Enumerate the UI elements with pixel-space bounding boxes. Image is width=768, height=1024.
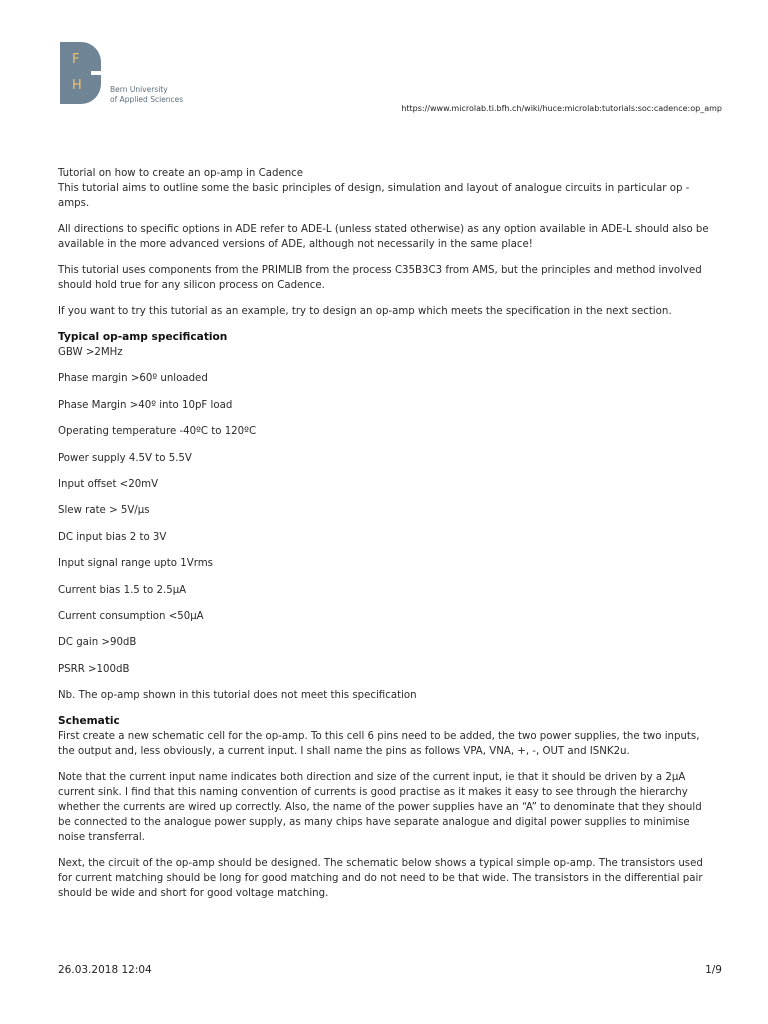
document-body [58, 166, 714, 912]
intro-paragraph-4: If you want to try this tutorial as an example, try to design an op-amp which meets the specification in the next section. [58, 306, 672, 317]
logo-text [110, 85, 183, 105]
logo-line-2: of Applied Sciences [110, 95, 184, 104]
spec-item: Input signal range upto 1Vrms [58, 558, 213, 570]
spec-list [58, 345, 714, 677]
spec-item: DC gain >90dB [58, 637, 137, 649]
intro-title: Tutorial on how to create an op-amp in Cadence [58, 168, 304, 179]
spec-note: Nb. The op-amp shown in this tutorial does not meet this specification [58, 690, 417, 702]
spec-item: Phase margin >60º unloaded [58, 373, 208, 385]
page-number: 1/9 [705, 964, 722, 976]
intro-paragraph-2: All directions to specific options in ADE refer to ADE-L (unless stated otherwise) as any option available in ADE-L should also be available in the more advanced versions of ADE, although not necessarily in the same place! [58, 224, 709, 250]
logo-letter-h: H [72, 78, 82, 93]
spec-item: DC input bias 2 to 3V [58, 531, 167, 543]
spec-item: Phase Margin >40º into 10pF load [58, 399, 233, 411]
intro-paragraph-3: This tutorial uses components from the PRIMLIB from the process C35B3C3 from AMS, but the principles and method involved should hold true for any silicon process on Cadence. [58, 265, 702, 291]
logo-line-1: Bern University [110, 85, 168, 94]
logo-mark [60, 42, 101, 104]
schematic-paragraph-1: First create a new schematic cell for the op-amp. To this cell 6 pins need to be added, the two power supplies, the two inputs, the output and, less obviously, a current input. I shall name the pins as follows VPA, VNA, +, -, OUT and ISNK2u. [58, 731, 700, 758]
schematic-paragraph-2: Note that the current input name indicates both direction and size of the current input, ie that it should be driven by a 2µA current sink. I find that this naming convention of currents is good practise as it makes it easy to see through the hierarchy whether the currents are wired up correctly. Also, the name of the power supplies have an “A” to denominate that they should be connected to the analogue power supply, as many chips have separate analogue and digital power supplies to minimise noise transferral. [58, 772, 702, 844]
spec-item: GBW >2MHz [58, 347, 123, 358]
spec-item: Current bias 1.5 to 2.5µA [58, 584, 187, 596]
spec-heading: Typical op-amp specification [58, 331, 228, 343]
spec-item: Input offset <20mV [58, 478, 159, 490]
spec-item: Power supply 4.5V to 5.5V [58, 452, 192, 464]
source-url[interactable]: https://www.microlab.ti.bfh.ch/wiki/huce:microlab:tutorials:soc:cadence:op_amp [401, 104, 722, 113]
university-logo [60, 42, 200, 106]
intro-paragraph-1: This tutorial aims to outline some the basic principles of design, simulation and layout of analogue circuits in particular op - amps. [58, 183, 690, 209]
spec-item: Operating temperature -40ºC to 120ºC [58, 426, 257, 438]
spec-item: Current consumption <50µA [58, 610, 204, 622]
spec-item: Slew rate > 5V/µs [58, 505, 150, 517]
logo-letter-f: F [72, 52, 80, 67]
spec-item: PSRR >100dB [58, 663, 130, 675]
print-date: 26.03.2018 12:04 [58, 964, 152, 976]
schematic-paragraph-3: Next, the circuit of the op-amp should be designed. The schematic below shows a typical simple op-amp. The transistors used for current matching should be long for good matching and do not need to be that wide. The transistors in the differential pair should be wide and short for good voltage matching. [58, 858, 703, 900]
schematic-heading: Schematic [58, 715, 120, 728]
